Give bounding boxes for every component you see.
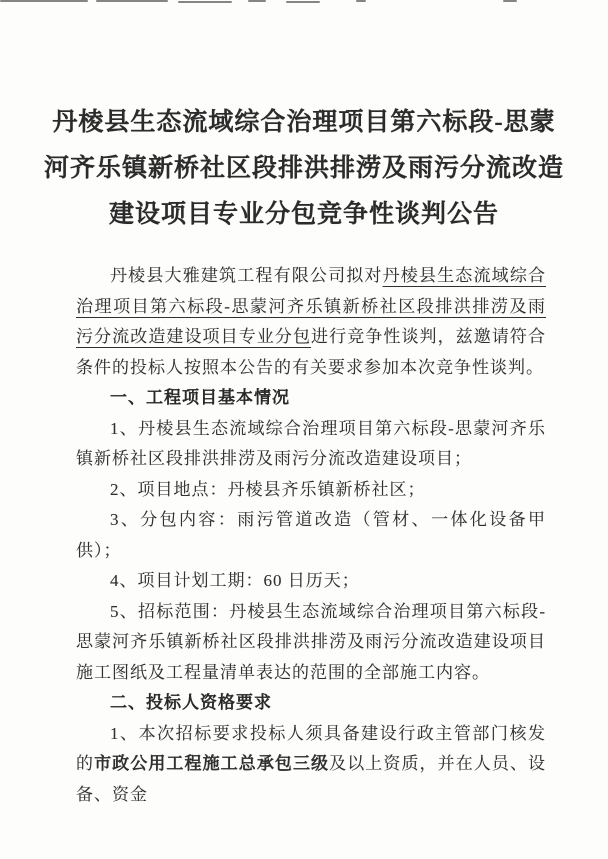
qualification-text-pre: 1、本次招标要求投标人须具备建设行政主管部门核发的 <box>76 723 546 773</box>
scan-mark <box>286 1 320 3</box>
section1-item-4: 4、项目计划工期：60 日历天； <box>110 571 360 590</box>
intro-text-pre: 丹棱县大雅建筑工程有限公司拟对 <box>110 266 383 285</box>
document-title <box>0 0 608 238</box>
scan-mark <box>96 0 168 2</box>
intro-text-post: 进行竞争性谈判，兹邀请符合条件的投标人按照本公告的有关要求参加本次竞争性谈判。 <box>76 327 547 377</box>
section1-item-5: 5、招标范围：丹棱县生态流域综合治理项目第六标段-思蒙河齐乐镇新桥社区段排洪排涝及雨污分流改造建设项目施工图纸及工程量清单表达的范围的全部施工内容。 <box>76 601 546 682</box>
scan-mark <box>248 0 266 2</box>
document-title-line-3: 建设项目专业分包竞争性谈判公告 <box>108 201 499 228</box>
document-title-line-2: 河齐乐镇新桥社区段排洪排涝及雨污分流改造 <box>43 155 564 182</box>
scan-mark <box>0 0 88 2</box>
scan-mark <box>503 0 517 2</box>
document-body <box>76 261 546 810</box>
scan-mark <box>356 0 366 2</box>
scan-edge-artifact <box>0 0 608 4</box>
section2-heading: 二、投标人资格要求 <box>110 693 272 712</box>
document-title-line-1: 丹棱县生态流域综合治理项目第六标段-思蒙 <box>52 109 556 136</box>
section1-item-3: 3、分包内容：雨污管道改造（管材、一体化设备甲供）； <box>76 510 546 560</box>
intro-paragraph <box>76 261 546 383</box>
qualification-grade-bold: 市政公用工程施工总承包三级 <box>94 754 330 773</box>
section2-item-1 <box>76 719 546 811</box>
section1-item-1: 1、丹棱县生态流域综合治理项目第六标段-思蒙河齐乐镇新桥社区段排洪排涝及雨污分流改造建设项目； <box>76 418 546 468</box>
section1-heading: 一、工程项目基本情况 <box>110 388 290 407</box>
scan-mark <box>178 1 232 3</box>
qualification-text-post: 及以上资质，并在人员、设备、资金 <box>76 754 547 804</box>
underlined-project-name: 丹棱县生态流域综合治理项目第六标段-思蒙河齐乐镇新桥社区段排洪排涝及雨污分流改造建设项目专业分包 <box>76 266 547 346</box>
section1-item-2: 2、项目地点：丹棱县齐乐镇新桥社区； <box>110 479 426 499</box>
